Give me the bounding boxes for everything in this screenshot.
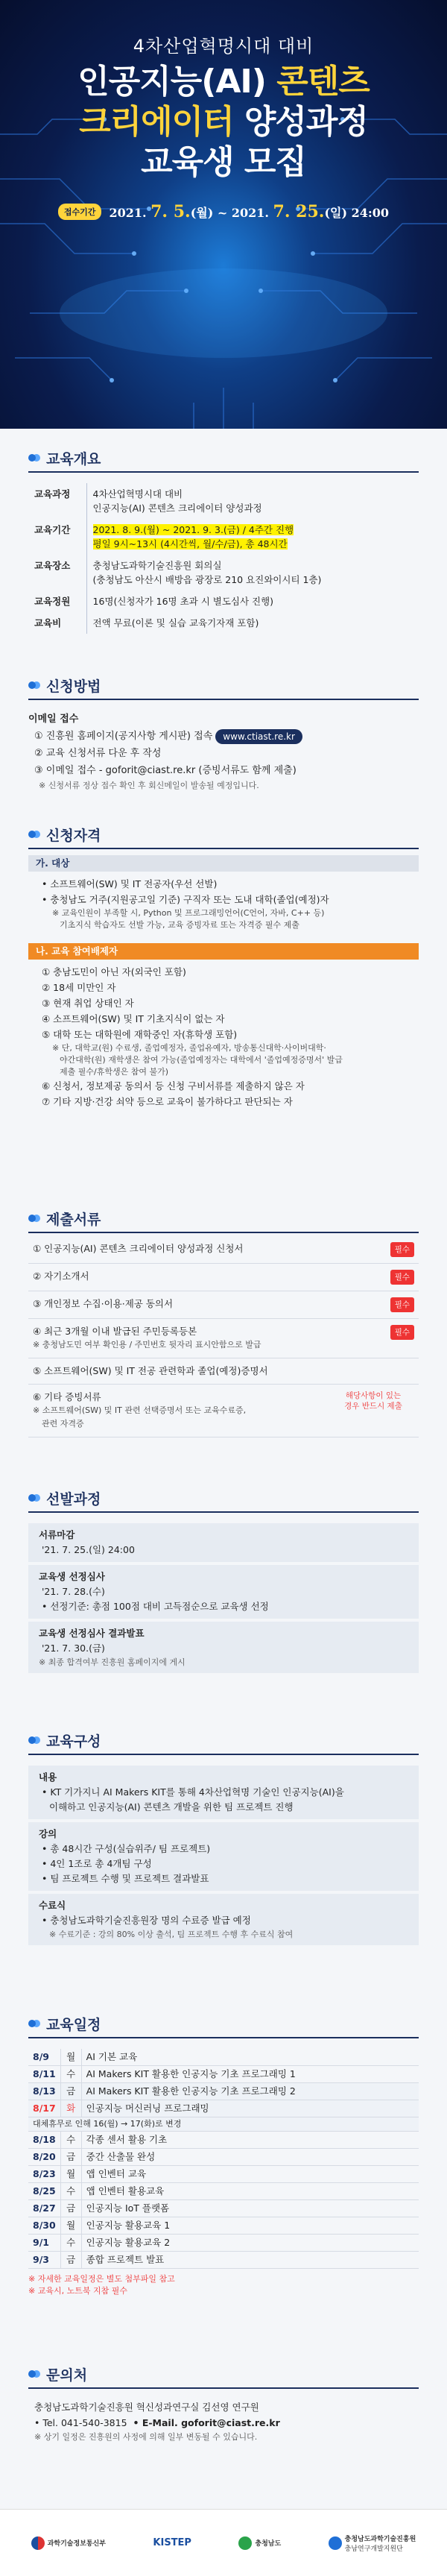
hero-title-line1 [0, 62, 447, 102]
bullet-icon [28, 1215, 36, 1222]
bullet-icon [28, 1494, 36, 1502]
table-row: 8/18 수 각종 센서 활용 기초 [28, 2132, 419, 2149]
period-text: 2021. 7. 5.(월) ~ 2021. 7. 25.(일) 24:00 [109, 202, 390, 221]
homepage-link[interactable]: www.ctiast.re.kr [215, 729, 302, 744]
section-selection: 선발과정 서류마감 '21. 7. 25.(일) 24:00 교육생 선정심사 '21. 7. 28.(수) • 선정기준: 총점 100점 대비 고득점순으로 교육생 선정 교육생 선정심사 결과발표 '21. 7. 30.(금) ※ 최종 합격여부 진흥원 홈페이지에 게시 [28, 1487, 419, 1676]
bullet-icon [28, 454, 36, 462]
section-qualification: 신청자격 가. 대상 • 소프트웨어(SW) 및 IT 전공자(우선 선발) • 충청남도 거주(지원공고일 기준) 구직자 또는 도내 대학(졸업(예정)자 ※ 교육인원이 부족할 시, Python 및 프로그래밍언어(C언어, 자바, C++ 등) 기초지식 학습자도 선발 가능, 교육 증빙자료 또는 자격증 필수 제출 나. 교육 참여배제자 ① 충남도민이 아닌 자(외국인 포함) ② 18세 미만인 자 ③ 현재 취업 상태인 자 ④ 소프트웨어(SW) 및 IT 기초지식이 없는 자 ⑤ 대학 또는 대학원에 재학중인 자(휴학생 포함) ※ 단, 대학교(원) 수료생, 졸업예정자, 졸업유예자, 방송통신대학·사이버대학· 야간대학(원) 재학생은 참여 가능(졸업예정자는 대학에서 '졸업예정증명서' 발급 제출 필수/휴학생은 참여 불가) ⑥ 신청서, 정보제공 동의서 등 신청 구비서류를 제출하지 않은 자 ⑦ 기타 지방·건강 쇠약 등으로 교육이 불가하다고 판단되는 자 [28, 824, 419, 1115]
bullet-icon [28, 831, 36, 838]
hero-title-ai: 인공지능(AI) [77, 63, 266, 101]
required-badge: 필수 [390, 1242, 414, 1257]
table-row: 8/20 금 중간 산출물 완성 [28, 2149, 419, 2166]
contact-email[interactable]: • E-Mail. goforit@ciast.re.kr [133, 2417, 280, 2428]
table-row: 8/23 월 앱 인벤터 교육 [28, 2166, 419, 2183]
table-row: 8/30 월 인공지능 활용교육 1 [28, 2217, 419, 2235]
section-apply: 신청방법 이메일 접수 ① 진흥원 홈페이지(공지사항 게시판) 접속 www.ctiast.re.kr ② 교육 신청서류 다운 후 작성 ③ 이메일 접수 - goforit@ciast.re.kr (증빙서류도 함께 제출) ※ 신청서류 정상 접수 확인 후 회신메일이 발송될 예정입니다. [28, 675, 419, 792]
hero-banner [0, 0, 447, 429]
table-row: 8/13 금 AI Makers KIT 활용한 인공지능 기초 프로그래밍 2 [28, 2083, 419, 2100]
footer-logos [0, 2509, 447, 2576]
table-row: 9/3 금 종합 프로젝트 발표 [28, 2252, 419, 2269]
table-row: 8/11 수 AI Makers KIT 활용한 인공지능 기초 프로그래밍 1 [28, 2066, 419, 2083]
section-documents: 제출서류 ① 인공지능(AI) 콘텐츠 크리에이터 양성과정 신청서 필수 ② 자기소개서 필수 ③ 개인정보 수집·이용·제공 동의서 필수 ④ 최근 3개월 이내 발급된 주민등록등본 ※ 충청남도민 여부 확인용 / 주민번호 뒷자리 표시안함으로 발급 필수 ⑤ 소프트웨어(SW) 및 IT 전공 관련학과 졸업(예정)증명서 ⑥ 기타 증빙서류 ※ 소프트웨어(SW) 및 IT 관련 선택증명서 또는 교육수료증, 관련 자격증 해당사항이 있는 경우 반드시 제출 [28, 1208, 419, 1437]
required-badge: 필수 [390, 1325, 414, 1340]
bullet-icon [28, 1736, 36, 1744]
bullet-icon [28, 2370, 36, 2378]
required-badge: 필수 [390, 1270, 414, 1285]
overview-table: 교육과정 4차산업혁명시대 대비 인공지능(AI) 콘텐츠 크리에이터 양성과정 교육기간 2021. 8. 9.(월) ~ 2021. 9. 3.(금) / 4주간 진행 평일 9시~13시 (4시간씩, 월/수/금), 총 48시간 교육장소 충청남도과학기술진흥원 회의실 (충청남도 아산시 배방읍 광장로 210 요진와이시티 1층) 교육정원 16명(신청자가 16명 초과 시 별도심사 진행) 교육비 전액 무료(이론 및 실습 교육기자재 포함) [28, 483, 419, 634]
section-schedule: 교육일정 8/9 월 AI 기본 교육 8/11 수 AI Makers KIT 활용한 인공지능 기초 프로그래밍 1 8/13 금 AI Makers KIT 활용한 인공지능 기초 프로그래밍 2 8/17 화 인공지능 머신러닝 프로그래밍 대체휴무로 인해 16(월) → 17(화)로 변경 8/18 수 각종 센서 활용 기초 8/20 금 중간 산출물 완성 8/23 월 앱 인벤터 교육 8/25 수 앱 인벤터 활용교육 8/27 금 인공지능 IoT 플랫폼 8/30 월 인공지능 활용교육 1 9/1 수 인공지능 활용교육 2 9/3 금 종합 프로젝트 발표 ※ 자세한 교육일정은 별도 첨부파일 참고 ※ 교육시, 노트북 지참 필수 [28, 2013, 419, 2297]
chungnam-logo: 충청남도 [238, 2536, 281, 2550]
hero-title-line3: 교육생 모집 [141, 143, 306, 181]
section-composition: 교육구성 내용 • KT 기가지니 AI Makers KIT를 통해 4차산업혁명 기술인 인공지능(AI)을 이해하고 인공지능(AI) 콘텐츠 개발을 위한 팀 프로젝트 진행 강의 • 총 48시간 구성(실습위주/ 팀 프로젝트) • 4인 1조로 총 4개팀 구성 • 팀 프로젝트 수행 및 프로젝트 결과발표 수료식 • 충청남도과학기술진흥원장 명의 수료증 발급 예정 ※ 수료기준 : 강의 80% 이상 출석, 팀 프로젝트 수행 후 수료식 참여 [28, 1730, 419, 1948]
table-row: 8/17 화 인공지능 머신러닝 프로그래밍 [28, 2100, 419, 2117]
table-row: 9/1 수 인공지능 활용교육 2 [28, 2235, 419, 2252]
section-heading: 교육개요 [28, 447, 419, 468]
section-contact: 문의처 충청남도과학기술진흥원 혁신성과연구실 김선영 연구원 • Tel. 041-540-3815 • E-Mail. goforit@ciast.re.kr ※ 상기 일정은 진흥원의 사정에 의해 일부 변동될 수 있습니다. [28, 2364, 419, 2443]
hero-title-content: 콘텐츠 [276, 63, 370, 101]
required-badge: 필수 [390, 1297, 414, 1312]
table-row: 8/27 금 인공지능 IoT 플랫폼 [28, 2200, 419, 2217]
hero-subtitle: 4차산업혁명시대 대비 [133, 36, 314, 57]
schedule-table: 8/9 월 AI 기본 교육 8/11 수 AI Makers KIT 활용한 인공지능 기초 프로그래밍 1 8/13 금 AI Makers KIT 활용한 인공지능 기초 프로그래밍 2 8/17 화 인공지능 머신러닝 프로그래밍 대체휴무로 인해 16(월) → 17(화)로 변경 8/18 수 각종 센서 활용 기초 8/20 금 중간 산출물 완성 8/23 월 앱 인벤터 교육 8/25 수 앱 인벤터 활용교육 8/27 금 인공지능 IoT 플랫폼 8/30 월 인공지능 활용교육 1 9/1 수 인공지능 활용교육 2 9/3 금 종합 프로젝트 발표 [28, 2049, 419, 2269]
table-row: 8/9 월 AI 기본 교육 [28, 2049, 419, 2066]
bullet-icon [28, 2020, 36, 2027]
table-row: 8/25 수 앱 인벤터 활용교육 [28, 2183, 419, 2200]
ciast-logo: 충청남도과학기술진흥원 충남연구개발지원단 [329, 2534, 416, 2553]
hero-title-creator: 크리에이터 [79, 103, 234, 141]
hero-title-course: 양성과정 [244, 103, 368, 141]
msit-logo: 과학기술정보통신부 [31, 2536, 106, 2550]
period-badge: 접수기간 [58, 204, 102, 220]
application-period [0, 202, 447, 221]
hero-title-line2 [0, 102, 447, 142]
bullet-icon [28, 681, 36, 689]
kistep-logo: KISTEP [153, 2537, 191, 2548]
section-overview [28, 447, 419, 634]
